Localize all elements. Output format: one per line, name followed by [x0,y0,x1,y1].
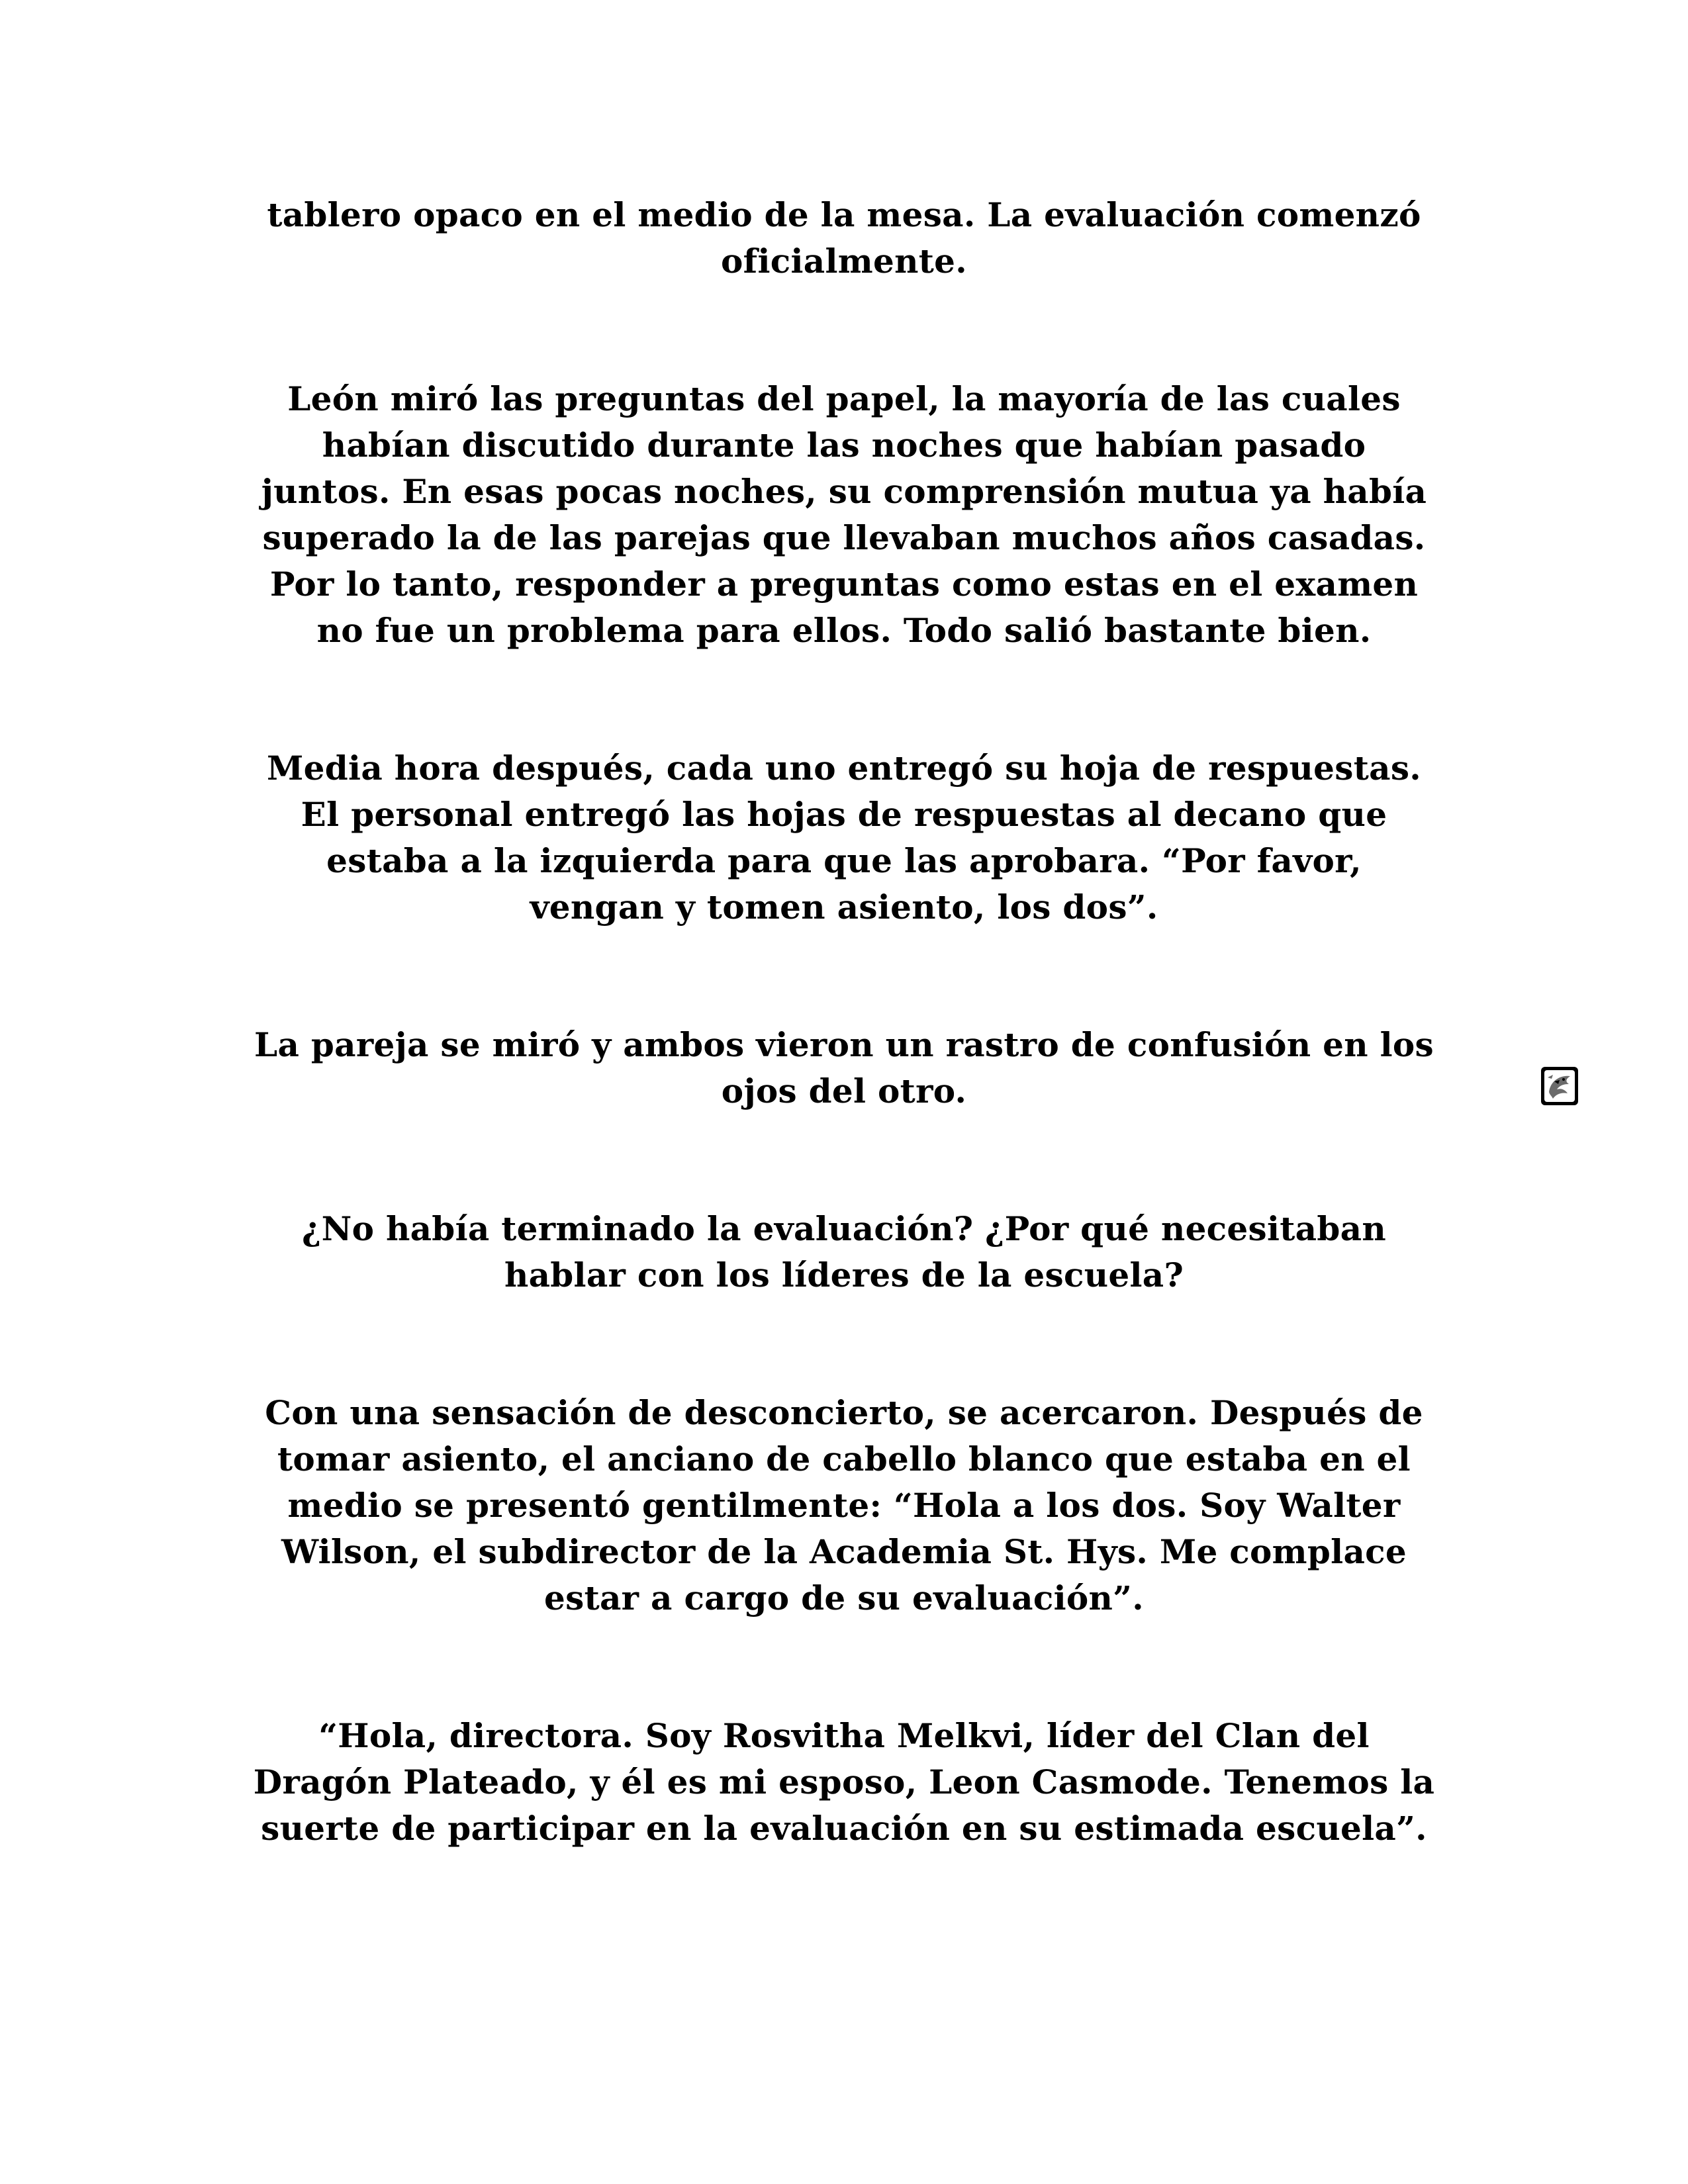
text-line: estaba a la izquierda para que las aprobara. “Por favor, [326,841,1362,880]
text-line: tablero opaco en el medio de la mesa. La evaluación comenzó [267,195,1421,234]
text-line: ¿No había terminado la evaluación? ¿Por qué necesitaban [302,1209,1386,1248]
paragraph-2 [212,376,1476,654]
text-body [212,192,1476,1943]
text-line: León miró las preguntas del papel, la mayoría de las cuales [287,379,1401,418]
paragraph-4 [212,1022,1476,1115]
text-line: “Hola, directora. Soy Rosvitha Melkvi, líder del Clan del [318,1716,1370,1755]
text-line: tomar asiento, el anciano de cabello blanco que estaba en el [277,1439,1411,1479]
text-line: no fue un problema para ellos. Todo salió bastante bien. [316,611,1372,650]
dragon-emblem-icon [1540,1066,1579,1107]
paragraph-7 [212,1713,1476,1852]
text-line: vengan y tomen asiento, los dos”. [530,887,1158,927]
text-line: Dragón Plateado, y él es mi esposo, Leon Casmode. Tenemos la [253,1762,1435,1801]
text-line: ojos del otro. [721,1071,967,1111]
text-line: hablar con los líderes de la escuela? [504,1255,1184,1295]
text-line: Wilson, el subdirector de la Academia St. Hys. Me complace [281,1532,1407,1571]
text-line: Media hora después, cada uno entregó su hoja de respuestas. [267,749,1421,788]
text-line: juntos. En esas pocas noches, su comprensión mutua ya había [261,472,1427,511]
text-line: Con una sensación de desconcierto, se acercaron. Después de [265,1393,1423,1432]
paragraph-1 [212,192,1476,285]
text-line: La pareja se miró y ambos vieron un rastro de confusión en los [254,1025,1434,1064]
text-line: suerte de participar en la evaluación en su estimada escuela”. [261,1809,1427,1848]
text-line: superado la de las parejas que llevaban muchos años casadas. [262,518,1426,557]
text-line: oficialmente. [721,242,967,281]
text-line: estar a cargo de su evaluación”. [544,1578,1144,1617]
text-line: El personal entregó las hojas de respuestas al decano que [301,795,1387,834]
text-line: Por lo tanto, responder a preguntas como estas en el examen [269,565,1419,604]
paragraph-5 [212,1206,1476,1298]
paragraph-3 [212,745,1476,931]
text-line: medio se presentó gentilmente: “Hola a los dos. Soy Walter [287,1486,1401,1525]
paragraph-6 [212,1390,1476,1621]
text-line: habían discutido durante las noches que habían pasado [322,426,1366,465]
